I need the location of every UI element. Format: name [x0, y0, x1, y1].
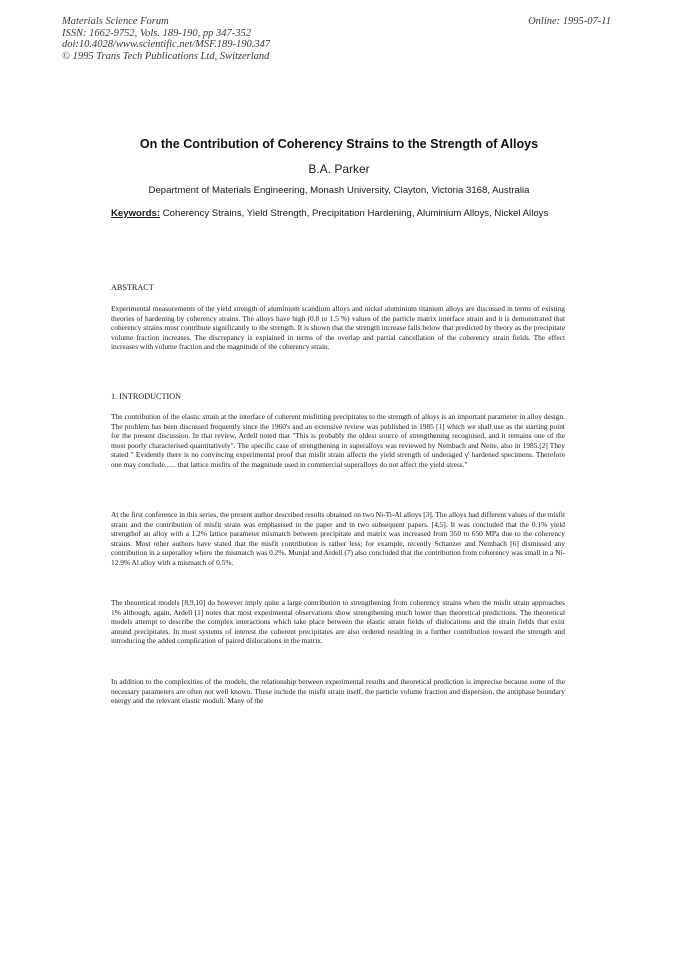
journal-name: Materials Science Forum — [62, 16, 169, 27]
abstract-text: Experimental measurements of the yield strength of aluminium scandium alloys and nickel aluminium titanium alloys are discussed in terms of existing theories of hardening by coherency strains. The alloys have high (0.8 to 1.5 %) values of the particle matrix interface strain and it is demonstrated that coherency strains must contribute significantly to the strength. It is shown that the strength increase falls below that predicted by theory as the precipitate volume fraction increases. The discrepancy is explained in terms of the overlap and partial cancellation of the coherency strain fields. The effect increases with volume fraction and the magnitude of the coherency strain. — [111, 304, 565, 352]
keywords-text: Coherency Strains, Yield Strength, Precipitation Hardening, Aluminium Alloys, Nickel Alloys — [162, 208, 549, 219]
keywords-label: Keywords: — [111, 208, 161, 219]
author-affiliation: Department of Materials Engineering, Monash University, Clayton, Victoria 3168, Australia — [148, 185, 530, 196]
journal-header — [62, 16, 270, 62]
keywords-block — [111, 208, 565, 220]
intro-paragraph-3: The theoretical models [8,9,10] do however imply quite a large contribution to strengthening from coherency strains when the misfit strain approaches 1% although, again, Ardell [1] notes that most experimental observations show strengthening much lower than theoretical predictions. The theoretical models attempt to describe the complex interactions which take place between the elastic strain fields of dislocations and the strain fields that exist around precipitates. In most systems of interest the coherent precipitates are also ordered resulting in a further contribution toward the strength and introducing the added complication of paired dislocations in the matrix. — [111, 598, 565, 646]
introduction-heading: 1. INTRODUCTION — [111, 392, 182, 401]
copyright-line: © 1995 Trans Tech Publications Ltd, Switzerland — [62, 50, 270, 62]
abstract-heading: ABSTRACT — [111, 283, 154, 292]
intro-paragraph-1: The contribution of the elastic strain at the interface of coherent misfitting precipitates to the strength of alloys is an important parameter in alloy design. The problem has been discussed frequently since the 1960's and an extensive review was published in 1985 [1] which we shall use as the starting point for the present discussion. In that review, Ardell noted that "This is probably the oldest source of strengthening recognised, and it remains one of the most poorly characterised quantitatively". The specific case of strengthening in superalloys was reviewed by Nembach and Neite, also in 1985.[2] They stated " Evidently there is no convincing experimental proof that misfit strain affects the yield strength of underaged γ' hardened specimens. Therefore one may conclude...... that lattice misfits of the magnitude used in commercial superalloys do not affect the yield stress." — [111, 412, 565, 469]
journal-issn: ISSN: 1662-9752, Vols. 189-190, pp 347-352 — [62, 27, 251, 39]
author-name: B.A. Parker — [308, 162, 370, 176]
journal-doi: doi:10.4028/www.scientific.net/MSF.189-190.347 — [62, 39, 271, 50]
paper-title: On the Contribution of Coherency Strains to the Strength of Alloys — [139, 137, 539, 151]
intro-paragraph-2: At the first conference in this series, the present author described results obtained on two Ni-Ti-Al alloys [3]. The alloys had different values of the misfit strain and the contribution of misfit strain was emphasised in the paper and in two subsequent papers. [4,5]. It was concluded that the 0.1% yield strengthof an alloy with a 1.2% lattice parameter mismatch between precipitate and matrix was increased from 350 to 650 MPa due to the coherency strains. Most other authors have stated that the misfit contribution is rather less; for example, recently Schanzer and Nembach [6] dismissed any contribution in a superalloy where the mismatch was 0.2%. Munjal and Ardell (7) also concluded that the contribution from coherency was small in a Ni-12.9% Al alloy with a mismatch of 0.5%. — [111, 510, 565, 567]
intro-paragraph-4: In addition to the complexities of the models, the relationship between experimental results and theoretical prediction is imprecise because some of the necessary parameters are often not well known. These include the misfit strain itself, the particle volume fraction and dispersion, the antiphase boundary energy and the relevant elastic moduli. Many of the — [111, 677, 565, 706]
online-date: Online: 1995-07-11 — [528, 16, 611, 27]
